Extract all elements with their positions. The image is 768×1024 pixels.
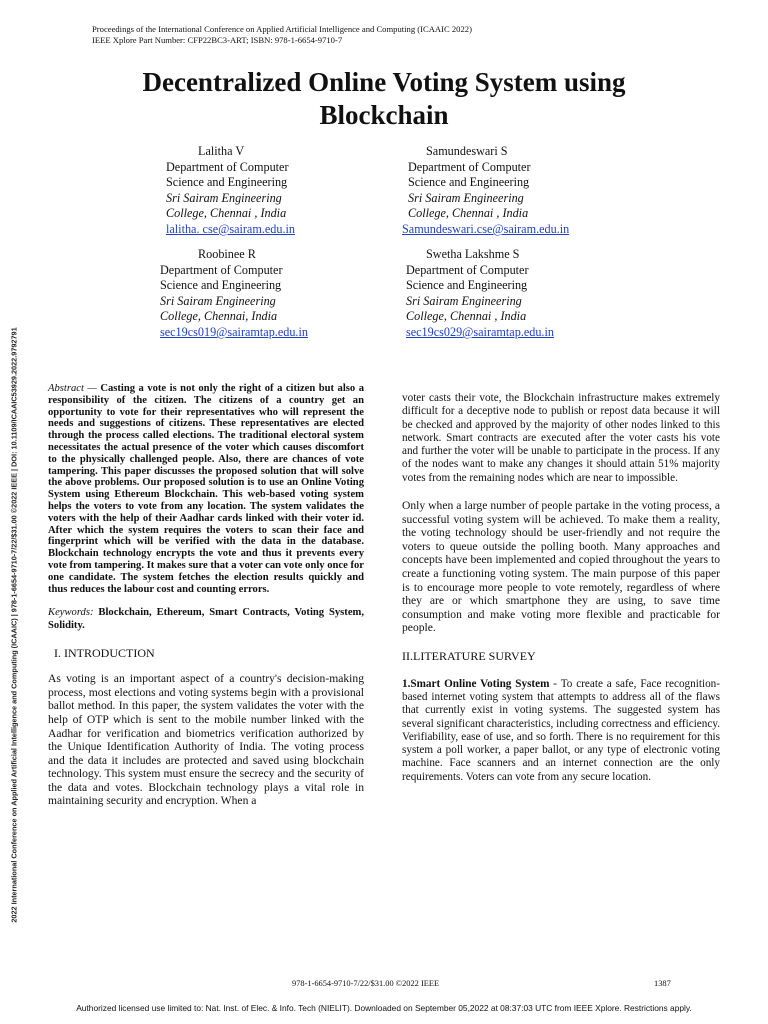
side-band <box>6 250 22 1000</box>
literature-item-1-text: - To create a safe, Face recognition-based internet voting system that attempts to address all of the flaws that currently exist in voting systems. The suggested system has several significant characteristics, including correctness and efficiency. Verifiability, ease of use, and so forth. There is no requirement for this system a poll worker, a paper ballot, or any type of electronic voting machine. Face scanners and an internet connection are the only requirements. Voters can vote from any secure location. <box>402 677 720 783</box>
title-line-1: Decentralized Online Voting System using <box>142 67 626 97</box>
author-email-link[interactable]: sec19cs019@sairamtap.edu.in <box>160 324 308 339</box>
abstract <box>48 383 364 595</box>
literature-item-1 <box>402 678 720 784</box>
license-notice: Authorized licensed use limited to: Nat. Inst. of Elec. & Info. Tech (NIELIT). Downloaded on September 05,2022 at 08:37:03 UTC from IEEE Xplore. Restrictions apply. <box>76 1003 692 1013</box>
literature-survey-heading: II.LITERATURE SURVEY <box>402 649 536 664</box>
author-dept: Department of Computer <box>166 159 289 174</box>
author-institution: Sri Sairam Engineering <box>160 293 276 308</box>
title-line-2: Blockchain <box>319 100 449 130</box>
paper-title <box>60 66 708 132</box>
author-dept: Science and Engineering <box>160 278 282 293</box>
abstract-label: Abstract — <box>48 383 97 394</box>
page-number: 1387 <box>654 979 671 988</box>
author-email-link[interactable]: lalitha. cse@sairam.edu.in <box>166 221 295 236</box>
author-name: Roobinee R <box>198 247 256 261</box>
author-block-1 <box>166 144 295 238</box>
author-dept: Science and Engineering <box>166 175 288 190</box>
author-location: College, Chennai , India <box>406 309 527 324</box>
introduction-heading: I. INTRODUCTION <box>54 645 155 660</box>
author-name: Lalitha V <box>198 144 245 158</box>
author-dept: Department of Computer <box>406 262 529 277</box>
author-name: Samundeswari S <box>426 144 508 158</box>
introduction-text: As voting is an important aspect of a country's decision-making process, most elections and voting systems begin with a provisional ballot method. In this paper, the system validates the voter with the help of OTP which is sent to the mobile number linked with the Aadhar for verification and biometrics verification authorized by the Unique Identification Authority of India. The voting process and the data it includes are protected and saved using blockchain technology. This system must ensure the secrecy and the security of the data and votes. Blockchain technology plays a vital role in maintaining security and encryption. When a <box>48 672 364 808</box>
author-dept: Department of Computer <box>408 159 531 174</box>
keywords <box>48 607 364 632</box>
author-location: College, Chennai , India <box>408 206 529 221</box>
right-column <box>402 392 720 784</box>
author-dept: Department of Computer <box>160 262 283 277</box>
abstract-text: Casting a vote is not only the right of a citizen but also a responsibility of the citizen. The citizens of a country get an opportunity to vote for their representatives who will represent the needs and suggestions of citizens. These representatives are elected through the process called elections. The traditional electoral system necessitates the actual presence of the voter which causes discomfort to the physically challenged people. Also, there are chances of vote tampering. This paper discusses the proposed solution that will solve the above problems. Our proposed solution is to use an Online Voting System using Ethereum Blockchain. This web-based voting system helps the voters to vote from any location. The system validates the voters with the help of their Aadhar cards linked with their voter id. After which the system requires the voters to scan their face and fingerprint which will be verified with the data in the database. Blockchain technology encrypts the vote and thus it prevents every vote from tampering. It makes sure that a voter can vote only once for one candidate. The system fetches the election results quickly and thus reduces the labour cost and counting errors. <box>48 383 365 595</box>
literature-item-1-title: 1.Smart Online Voting System <box>402 677 550 690</box>
author-dept: Science and Engineering <box>408 175 530 190</box>
keywords-label: Keywords: <box>48 607 94 619</box>
author-block-4 <box>406 247 554 341</box>
left-column <box>48 383 364 808</box>
author-institution: Sri Sairam Engineering <box>408 190 524 205</box>
author-name: Swetha Lakshme S <box>426 247 520 261</box>
author-location: College, Chennai , India <box>166 206 287 221</box>
author-block-2 <box>402 144 570 238</box>
keywords-text: Blockchain, Ethereum, Smart Contracts, Voting System, Solidity. <box>48 607 364 631</box>
intro-continued-text: voter casts their vote, the Blockchain infrastructure makes extremely difficult for a deceptive node to publish or repost data because it will be checked and approved by the majority of other nodes linked to this network. Smart contracts are executed after the voter casts his vote and further the voter will be unable to participate in the process. If any of the nodes want to make any changes it should attain 51% majority votes from the remaining nodes which are near to impossible. <box>402 392 720 484</box>
author-email-link[interactable]: sec19cs029@sairamtap.edu.in <box>406 324 554 339</box>
proceedings-line: Proceedings of the International Conference on Applied Artificial Intelligence and Computing (ICAAIC 2022) <box>92 24 472 34</box>
xplore-line: IEEE Xplore Part Number: CFP22BC3-ART; ISBN: 978-1-6654-9710-7 <box>92 35 343 45</box>
author-location: College, Chennai, India <box>160 309 278 324</box>
author-institution: Sri Sairam Engineering <box>406 293 522 308</box>
author-institution: Sri Sairam Engineering <box>166 190 282 205</box>
side-band-text: 2022 International Conference on Applied Artificial Intelligence and Computing (ICAAIC) | 978-1-6654-9710-7/22/$31.00 ©2022 IEEE | DOI: 10.1109/ICAAIC53929.2022.9792791 <box>9 327 19 923</box>
author-block-3 <box>160 247 308 341</box>
footer-copyright: 978-1-6654-9710-7/22/$31.00 ©2022 IEEE <box>292 979 440 988</box>
author-dept: Science and Engineering <box>406 278 528 293</box>
author-email-link[interactable]: Samundeswari.cse@sairam.edu.in <box>402 221 570 236</box>
intro-paragraph-2: Only when a large number of people partake in the voting process, a successful voting system will be achieved. To make them a reality, the voting technology should be user-friendly and not require the voters to queue outside the polling booth. Many approaches and concepts have been implemented and copied throughout the years to create a functioning voting system. The main purpose of this paper is to encourage more people to vote remotely, regardless of where they are or which smartphone they are using, to save time consumption and make voting more flexible and practicable for people. <box>402 499 720 635</box>
